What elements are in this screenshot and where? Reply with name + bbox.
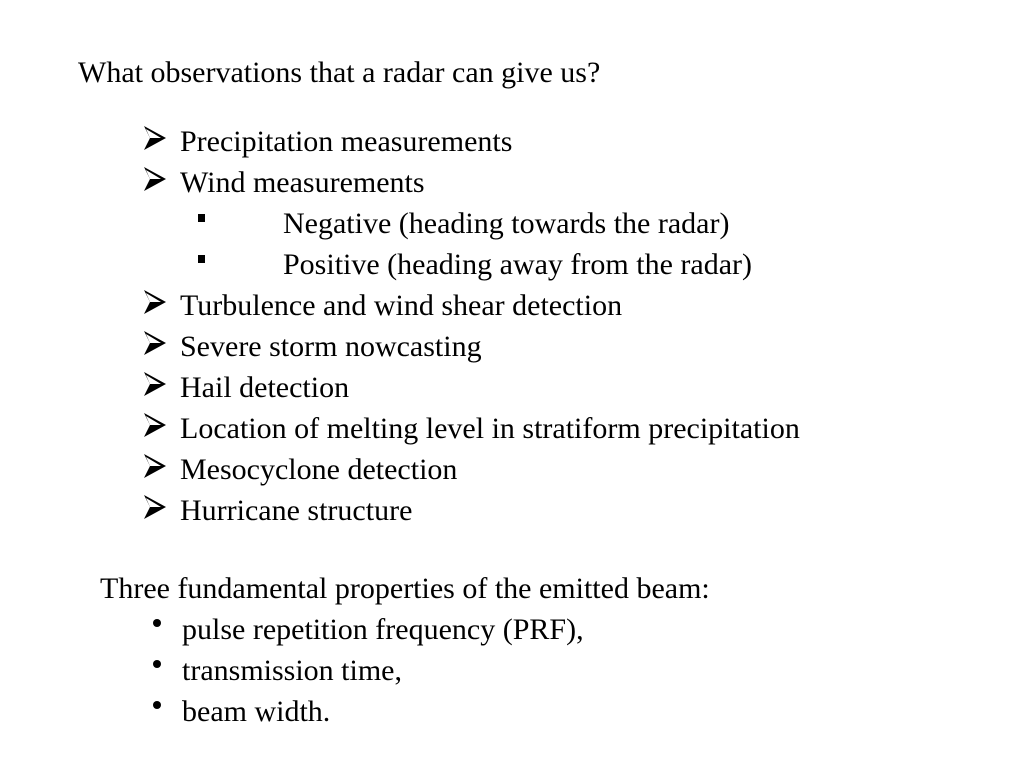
sub-list-item-label: Positive (heading away from the radar) [283,248,752,281]
arrowhead-icon [143,166,167,192]
square-bullet-icon [198,255,205,263]
arrowhead-icon [143,453,167,479]
arrowhead-icon [143,289,167,315]
dot-bullet-icon [153,660,161,668]
list-item-label: Wind measurements [180,166,425,199]
list-item-label: Hurricane structure [180,494,413,527]
list-item-label: transmission time, [182,654,402,687]
dot-bullet-icon [153,701,161,709]
arrowhead-icon [143,330,167,356]
list-item-label: Severe storm nowcasting [180,330,482,363]
sub-list-item-label: Negative (heading towards the radar) [283,207,730,240]
list-item-label: Mesocyclone detection [180,453,458,486]
arrowhead-icon [143,494,167,520]
arrowhead-icon [143,412,167,438]
list-item-label: beam width. [182,695,331,728]
arrowhead-icon [143,371,167,397]
list-item-label: Location of melting level in stratiform precipitation [180,412,800,445]
list-item-label: Precipitation measurements [180,125,513,158]
list-item-label: Hail detection [180,371,350,404]
list-item-label: Turbulence and wind shear detection [180,289,623,322]
section-heading: Three fundamental properties of the emitted beam: [100,572,710,605]
square-bullet-icon [198,214,205,222]
arrowhead-icon [143,125,167,151]
dot-bullet-icon [153,619,161,627]
page-title: What observations that a radar can give us? [78,56,601,89]
list-item-label: pulse repetition frequency (PRF), [182,613,584,646]
